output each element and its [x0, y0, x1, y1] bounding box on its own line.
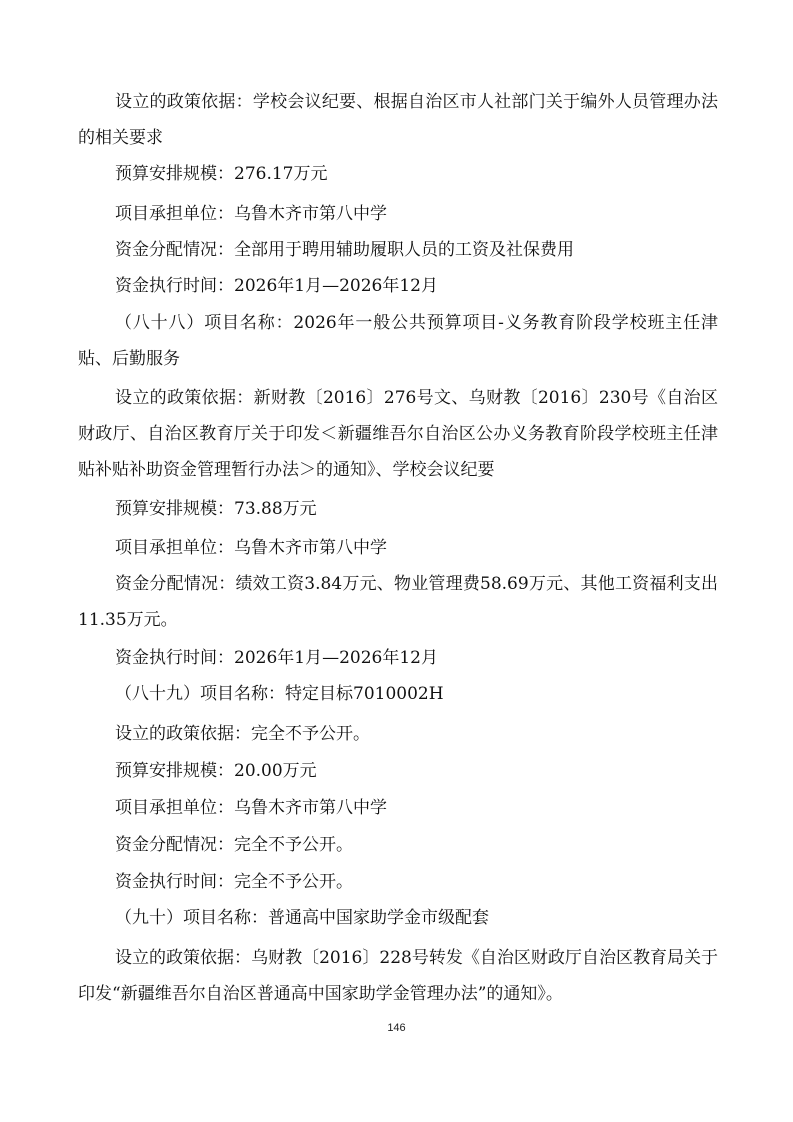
paragraph-execution-time-89: 资金执行时间：完全不予公开。	[115, 872, 353, 892]
paragraph-policy-basis-88: 设立的政策依据：新财教〔2016〕276号文、乌财教〔2016〕230号《自治区财政厅、自治区教育厅关于印发＜新疆维吾尔自治区公办义务教育阶段学校班主任津贴补贴补助资金管理暂行办法＞的通知》、学校会议纪要	[78, 388, 718, 480]
paragraph-fund-allocation-89: 资金分配情况：完全不予公开。	[115, 835, 353, 855]
paragraph-undertaking-unit-1: 项目承担单位：乌鲁木齐市第八中学	[115, 204, 387, 224]
paragraph-project-88-title: （八十八）项目名称：2026年一般公共预算项目-义务教育阶段学校班主任津贴、后勤服务	[78, 313, 718, 369]
paragraph-budget-scale-89: 预算安排规模：20.00万元	[115, 761, 317, 781]
paragraph-execution-time-88: 资金执行时间：2026年1月—2026年12月	[115, 648, 438, 668]
paragraph-budget-scale-88: 预算安排规模：73.88万元	[115, 499, 317, 519]
paragraph-policy-basis-90: 设立的政策依据：乌财教〔2016〕228号转发《自治区财政厅自治区教育局关于印发“新疆维吾尔自治区普通高中国家助学金管理办法”的通知》。	[78, 948, 718, 1004]
paragraph-project-89-title: （八十九）项目名称：特定目标7010002H	[115, 684, 444, 704]
paragraph-project-90-title: （九十）项目名称：普通高中国家助学金市级配套	[115, 908, 489, 928]
paragraph-execution-time-1: 资金执行时间：2026年1月—2026年12月	[115, 276, 438, 296]
paragraph-undertaking-unit-88: 项目承担单位：乌鲁木齐市第八中学	[115, 538, 387, 558]
paragraph-fund-allocation-88: 资金分配情况：绩效工资3.84万元、物业管理费58.69万元、其他工资福利支出11.35万元。	[78, 574, 718, 630]
paragraph-fund-allocation-1: 资金分配情况：全部用于聘用辅助履职人员的工资及社保费用	[115, 240, 574, 260]
page-number: 146	[387, 1022, 406, 1034]
paragraph-policy-basis-89: 设立的政策依据：完全不予公开。	[115, 724, 370, 744]
paragraph-policy-basis-1: 设立的政策依据：学校会议纪要、根据自治区市人社部门关于编外人员管理办法的相关要求	[78, 92, 718, 148]
paragraph-undertaking-unit-89: 项目承担单位：乌鲁木齐市第八中学	[115, 798, 387, 818]
paragraph-budget-scale-1: 预算安排规模：276.17万元	[115, 164, 328, 184]
